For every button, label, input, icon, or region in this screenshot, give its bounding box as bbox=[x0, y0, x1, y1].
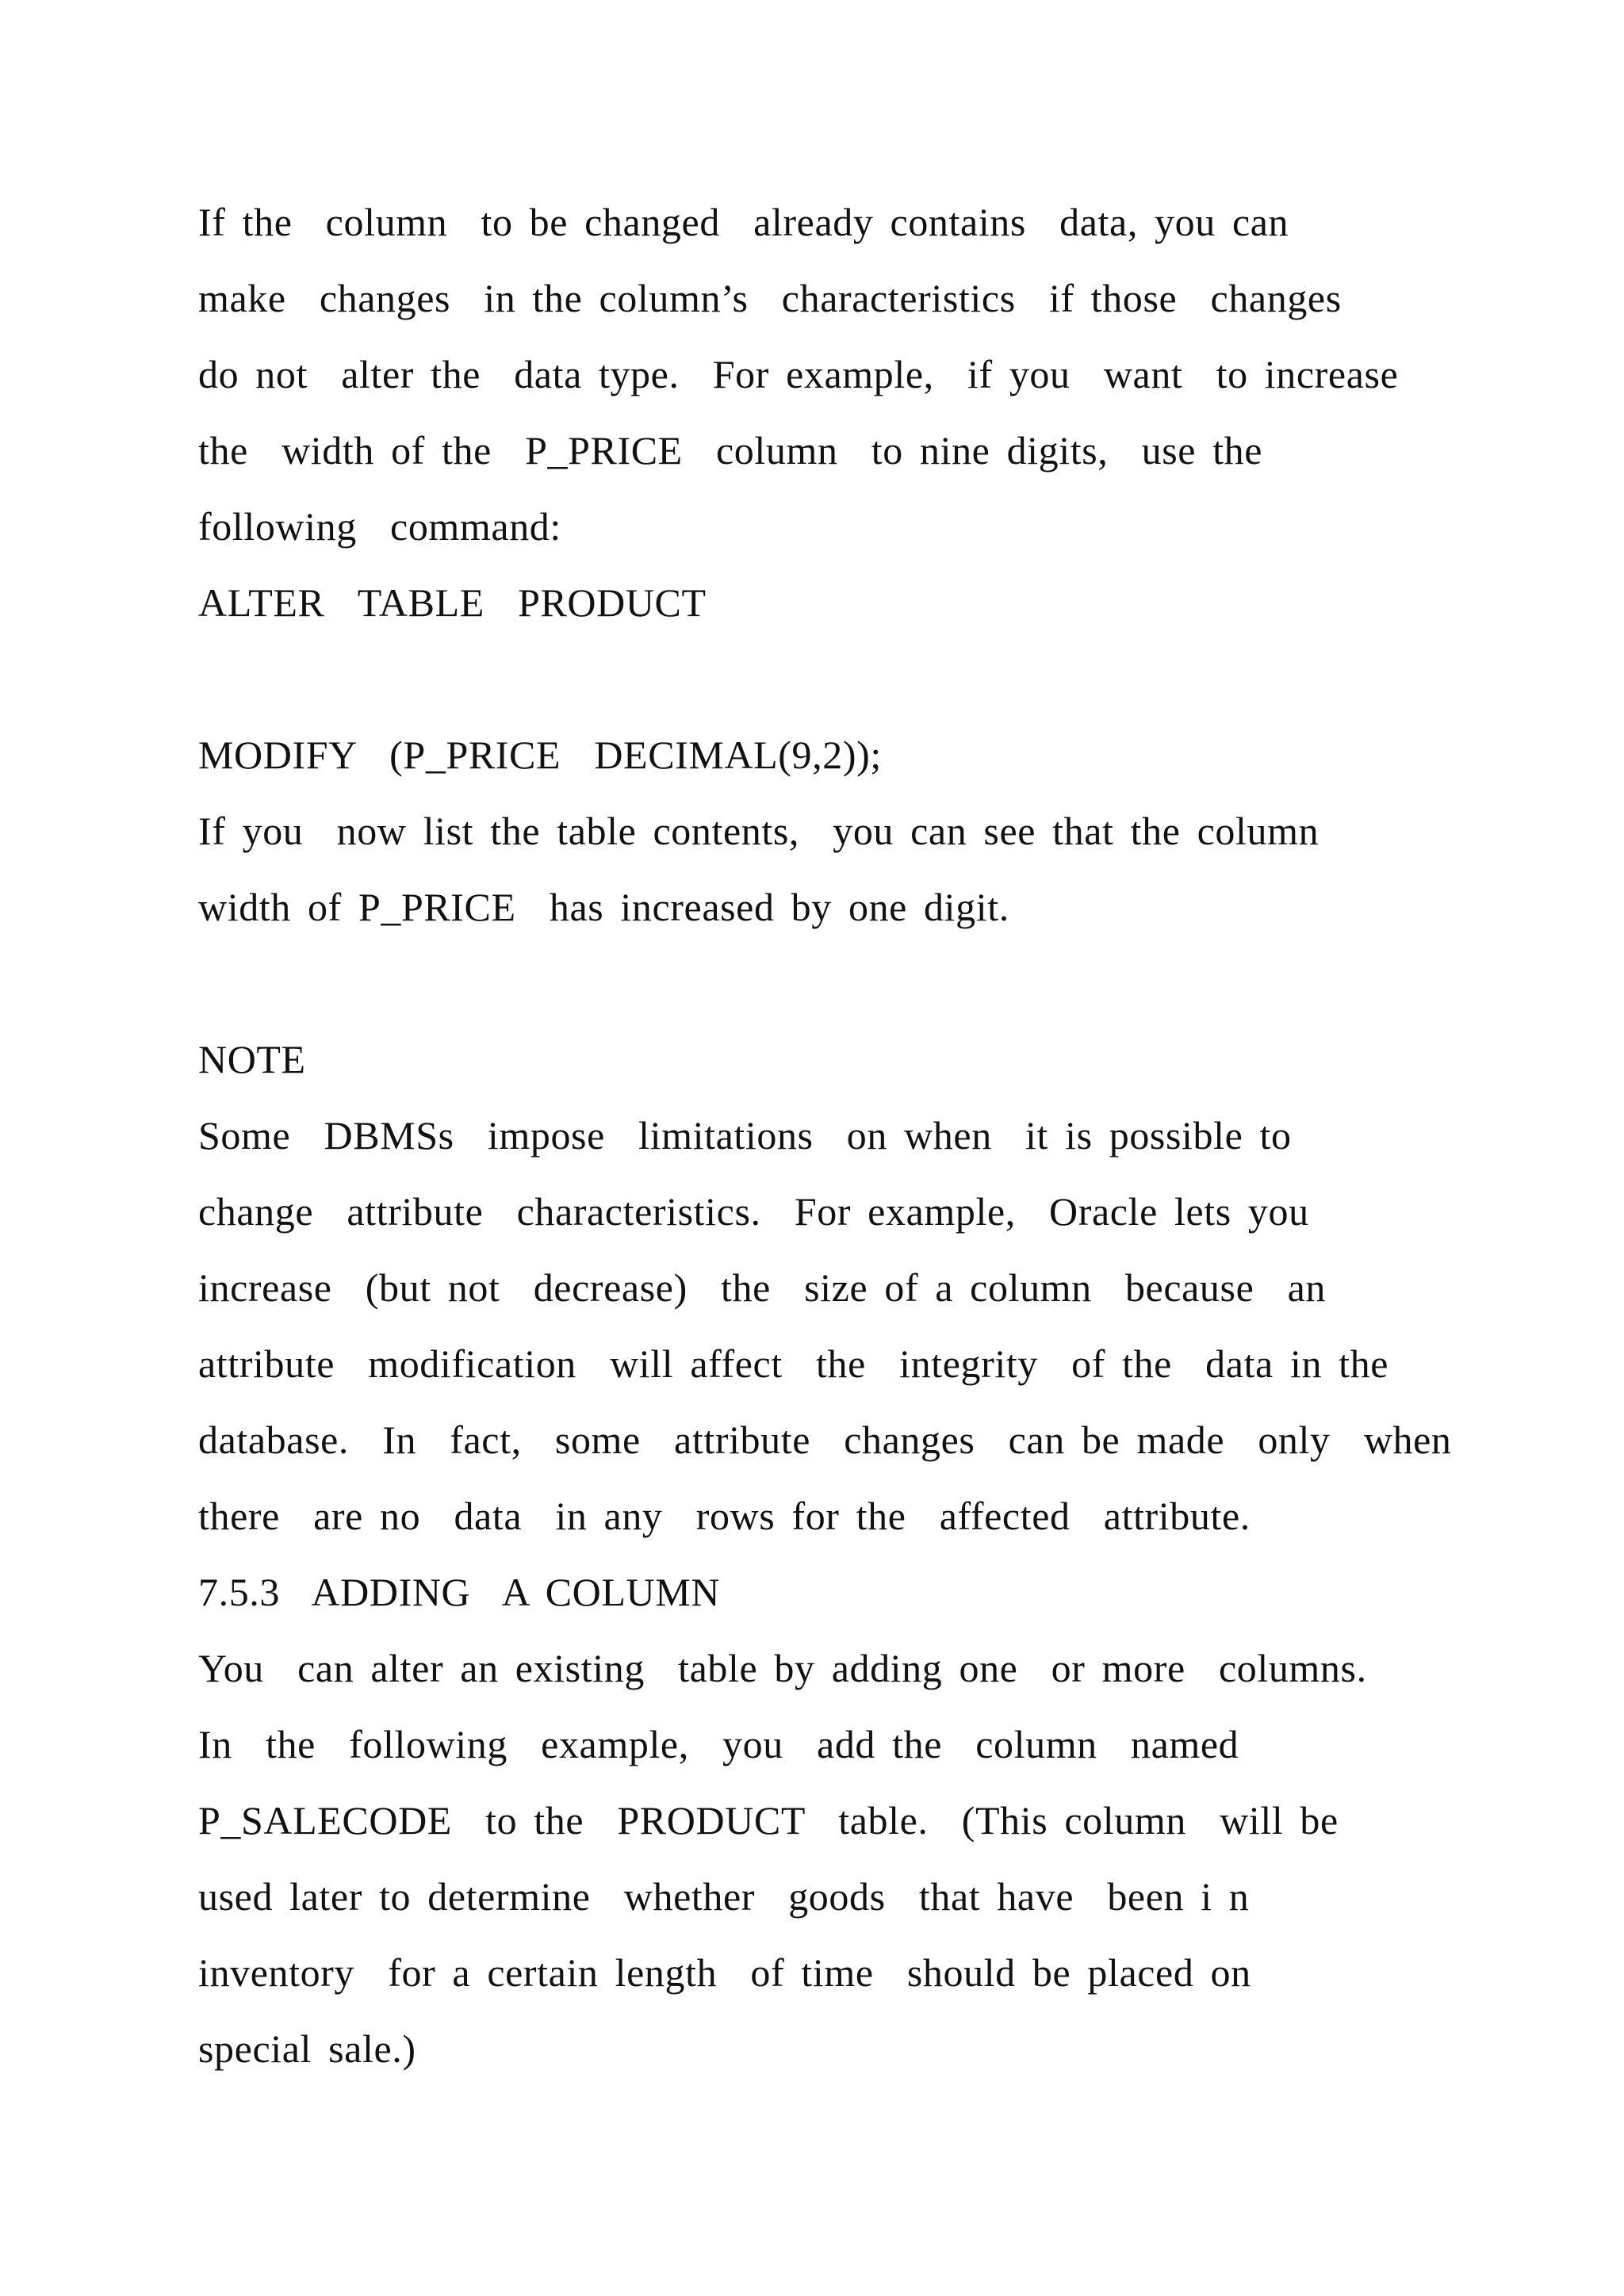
paragraph-line: the width of the P_PRICE column to nine digits, use the bbox=[198, 428, 1263, 473]
paragraph-line: following command: bbox=[198, 504, 561, 549]
paragraph-line: If you now list the table contents, you can see that the column bbox=[198, 809, 1320, 853]
sql-statement-line: ALTER TABLE PRODUCT bbox=[198, 580, 707, 625]
paragraph-line: do not alter the data type. For example, if you want to increase bbox=[198, 352, 1399, 396]
paragraph-line: make changes in the column’s characteristics if those changes bbox=[198, 276, 1342, 320]
note-line: there are no data in any rows for the affected attribute. bbox=[198, 1494, 1251, 1538]
paragraph-line: P_SALECODE to the PRODUCT table. (This column will be bbox=[198, 1798, 1339, 1843]
paragraph-line: In the following example, you add the column named bbox=[198, 1722, 1239, 1766]
section-heading: 7.5.3 ADDING A COLUMN bbox=[198, 1570, 720, 1614]
sql-statement-line: MODIFY (P_PRICE DECIMAL(9,2)); bbox=[198, 733, 882, 777]
note-line: attribute modification will affect the integrity of the data in the bbox=[198, 1341, 1389, 1386]
paragraph-line: width of P_PRICE has increased by one digit. bbox=[198, 885, 1009, 929]
paragraph-line: You can alter an existing table by adding one or more columns. bbox=[198, 1646, 1367, 1690]
paragraph-line: inventory for a certain length of time should be placed on bbox=[198, 1950, 1251, 1995]
paragraph-line: If the column to be changed already contains data, you can bbox=[198, 200, 1289, 244]
paragraph-line: used later to determine whether goods that have been i n bbox=[198, 1874, 1250, 1919]
note-line: change attribute characteristics. For example, Oracle lets you bbox=[198, 1189, 1309, 1234]
paragraph-line: special sale.) bbox=[198, 2026, 416, 2071]
note-line: increase (but not decrease) the size of a column because an bbox=[198, 1265, 1326, 1310]
note-heading: NOTE bbox=[198, 1037, 306, 1081]
note-line: database. In fact, some attribute changes can be made only when bbox=[198, 1418, 1452, 1462]
note-line: Some DBMSs impose limitations on when it is possible to bbox=[198, 1113, 1292, 1158]
